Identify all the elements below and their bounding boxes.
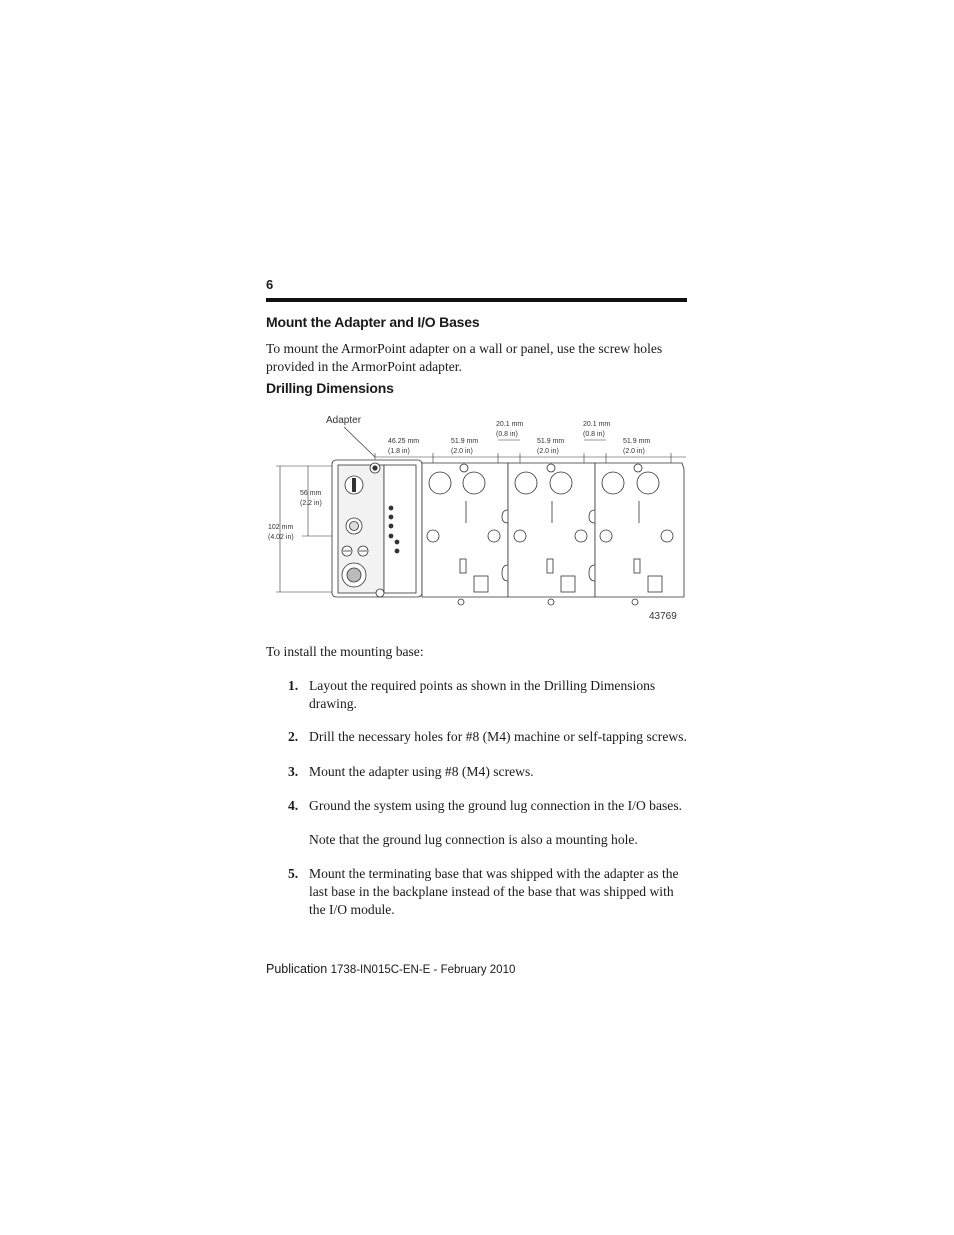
step-text: Layout the required points as shown in the Drilling Dimensions drawing. [309, 678, 656, 711]
figure-number: 43769 [649, 611, 677, 622]
header-rule [266, 298, 687, 302]
adapter-module [332, 460, 422, 597]
dim-label: (4.02 in) [268, 534, 294, 541]
step-number: 1. [288, 678, 299, 693]
dim-label: 51.9 mm [623, 438, 651, 445]
footer [266, 962, 515, 976]
dim-label: 102 mm [268, 524, 294, 531]
dim-label: 20.1 mm [496, 421, 524, 428]
page-number: 6 [266, 277, 274, 292]
section-intro: To mount the ArmorPoint adapter on a wall or panel, use the screw holes provided in the ArmorPoint adapter. [266, 341, 663, 374]
step-text: Ground the system using the ground lug connection in the I/O bases. [309, 798, 683, 813]
step-text: Mount the terminating base that was shipped with the adapter as the last base in the backplane instead of the base that was shipped with the I/O module. [309, 866, 679, 917]
dim-label: 46.25 mm [388, 438, 420, 445]
install-lead: To install the mounting base: [266, 644, 424, 659]
section-heading: Mount the Adapter and I/O Bases [266, 314, 480, 330]
step-number: 4. [288, 798, 299, 813]
step-number: 2. [288, 729, 299, 744]
footer-label: Publication [266, 962, 328, 976]
step-text: Note that the ground lug connection is also a mounting hole. [309, 832, 638, 847]
dim-label: (1.8 in) [388, 448, 410, 455]
drilling-dimensions-figure [262, 405, 692, 625]
adapter-leader [344, 427, 375, 457]
dim-label: (2.2 in) [300, 500, 322, 507]
step-number: 5. [288, 866, 299, 881]
publication-id: 1738-IN015C-EN-E - February 2010 [330, 964, 516, 976]
adapter-label: Adapter [326, 415, 362, 426]
dim-label: 56 mm [300, 490, 322, 497]
step-text: Mount the adapter using #8 (M4) screws. [309, 764, 534, 779]
dim-label: (2.0 in) [623, 448, 645, 455]
dim-label: (0.8 in) [583, 431, 605, 438]
dim-label: (2.0 in) [537, 448, 559, 455]
io-base [508, 463, 595, 605]
step-number: 3. [288, 764, 299, 779]
drilling-heading: Drilling Dimensions [266, 380, 394, 396]
io-base [595, 463, 684, 605]
dim-label: 51.9 mm [537, 438, 565, 445]
dim-label: 51.9 mm [451, 438, 479, 445]
io-base [422, 463, 508, 605]
dim-label: 20.1 mm [583, 421, 611, 428]
dim-label: (2.0 in) [451, 448, 473, 455]
step-text: Drill the necessary holes for #8 (M4) machine or self-tapping screws. [309, 729, 687, 744]
dim-label: (0.8 in) [496, 431, 518, 438]
